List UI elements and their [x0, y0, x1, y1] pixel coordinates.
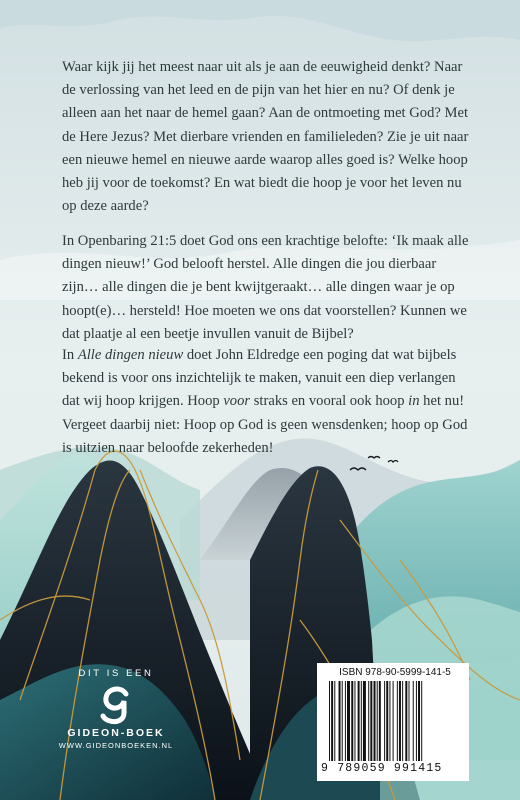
publisher-url: WWW.GIDEONBOEKEN.NL	[58, 741, 174, 750]
publisher-brand	[56, 668, 176, 750]
blurb-text: straks en vooral ook hoop	[250, 393, 409, 410]
publisher-name: GIDEON-BOEK	[67, 727, 165, 739]
barcode-bar	[416, 681, 417, 761]
barcode-bar	[361, 681, 362, 761]
publisher-tagline: DIT IS EEN	[78, 668, 154, 679]
barcode-bar	[418, 681, 420, 761]
blurb-text: doet John Eldredge een poging dat wat bijbels bekend is voor ons inzichtelijk te maken, vanuit een diep verlangen dat wij hoop krijgen. Hoop	[62, 347, 457, 410]
blurb-paragraph-2: In Openbaring 21:5 doet God ons een krachtige belofte: ‘Ik maak alle dingen nieuw!’ God belooft herstel. Alle dingen die jou dierbaar zijn… alle dingen die je bent kwijtgeraakt… alle dingen waar je op hoopt(e)… hersteld! Hoe moeten we ons dat voorstellen? Kunnen we dat plaatje al een beetje invullen vanuit de Bijbel?	[62, 233, 469, 342]
blurb-paragraph-3	[62, 344, 472, 460]
barcode-bar	[409, 681, 410, 761]
barcode-bar	[370, 681, 372, 761]
barcode-bar	[351, 681, 353, 761]
barcode-bar	[389, 681, 390, 761]
barcode-bar	[421, 681, 422, 761]
barcode-bar	[347, 681, 350, 761]
barcode-bar	[358, 681, 360, 761]
barcode-bar	[393, 681, 394, 761]
barcode-bar	[379, 681, 381, 761]
isbn-barcode-box	[317, 663, 469, 781]
barcode-bar	[354, 681, 355, 761]
gideon-g-logo-icon	[99, 685, 133, 725]
isbn-digits: 9 789059 991415	[321, 762, 443, 775]
barcode-bar	[363, 681, 366, 761]
blurb-paragraph-1: Waar kijk jij het meest naar uit als je aan de eeuwigheid denkt? Naar de verlossing van het leed en de pijn van het hier en nu? Of denk je alleen aan het naar de hemel gaan? Aan de ontmoeting met God? Met de Here Jezus? Met dierbare vrienden en familieleden? Zie je uit naar een nieuwe hemel en nieuwe aarde waarop alles goed is? Welke hoop heb jij voor de toekomst? En wat biedt die hoop je voor het leven nu op deze aarde?	[62, 59, 469, 215]
barcode-bar	[339, 681, 341, 761]
barcode-bar	[368, 681, 369, 761]
book-title-italic: Alle dingen nieuw	[77, 347, 184, 363]
barcode-bar	[334, 681, 335, 761]
barcode-bar	[331, 681, 333, 761]
barcode-bar	[377, 681, 378, 761]
barcode-bar	[384, 681, 385, 761]
emphasis-voor: voor	[223, 393, 251, 410]
barcode-bar	[397, 681, 398, 761]
barcode-bar	[402, 681, 403, 761]
emphasis-in: in	[408, 393, 420, 410]
blurb-text: het nu! Vergeet daarbij niet: Hoop op God is geen wensdenken; hoop op God is uitzien naar beloofde zekerheden!	[62, 393, 468, 456]
barcode-bar	[345, 681, 346, 761]
blurb-text: In	[62, 347, 78, 363]
barcode-bar	[386, 681, 388, 761]
barcode-bar	[413, 681, 414, 761]
barcode-bar	[374, 681, 376, 761]
barcode-bar	[329, 681, 330, 761]
isbn-label: ISBN 978-90-5999-141-5	[339, 667, 451, 678]
barcode-bar	[399, 681, 401, 761]
barcode-bar	[342, 681, 343, 761]
barcode-bar	[405, 681, 407, 761]
barcode	[329, 681, 457, 761]
